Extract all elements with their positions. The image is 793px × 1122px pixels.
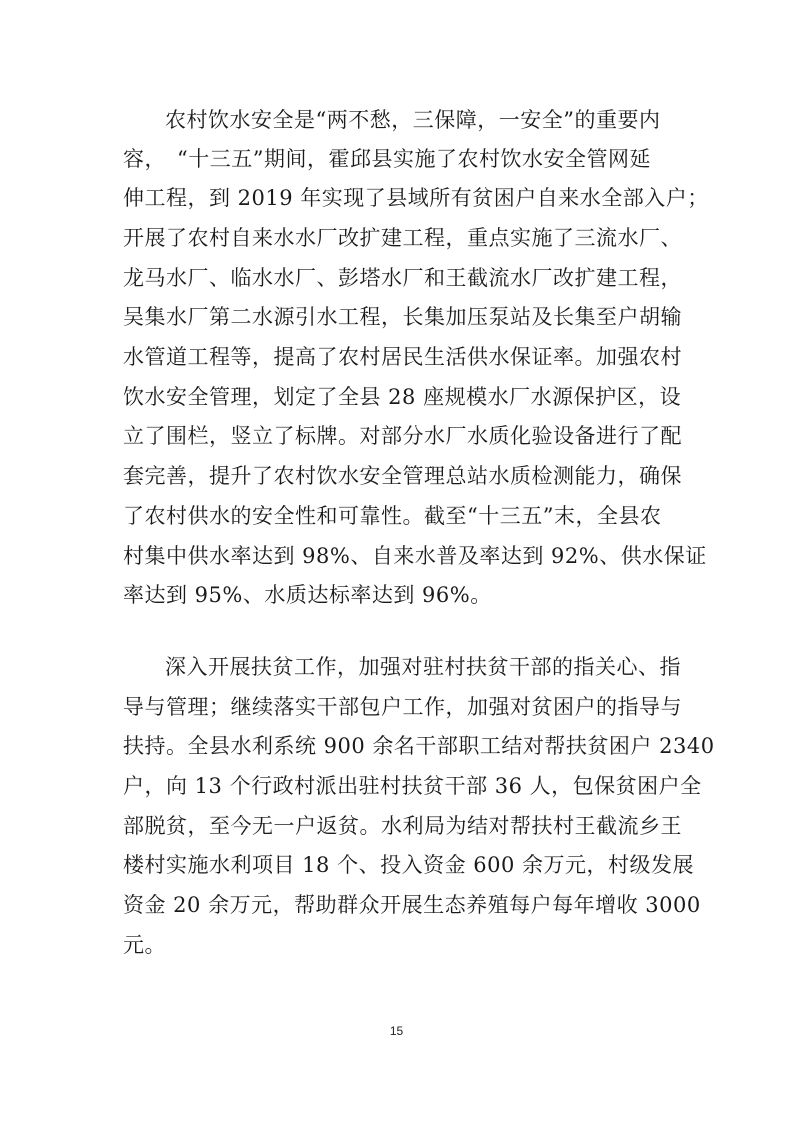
text-line: 导与管理；继续落实干部包户工作，加强对贫困户的指导与 bbox=[123, 695, 682, 719]
text-line: 容， “十三五”期间，霍邱县实施了农村饮水安全管网延 bbox=[123, 147, 651, 171]
text-line: 饮水安全管理，划定了全县 28 座规模水厂水源保护区，设 bbox=[123, 385, 682, 409]
text-line: 伸工程，到 2019 年实现了县域所有贫困户自来水全部入户； bbox=[123, 186, 709, 210]
page-number: 15 bbox=[389, 1024, 404, 1038]
text-line: 龙马水厂、临水水厂、彭塔水厂和王截流水厂改扩建工程， bbox=[123, 266, 682, 290]
text-line: 农村饮水安全是“两不愁，三保障，一安全”的重要内 bbox=[165, 108, 661, 132]
text-line: 楼村实施水利项目 18 个、投入资金 600 余万元，村级发展 bbox=[123, 853, 695, 877]
text-line: 吴集水厂第二水源引水工程，长集加压泵站及长集至户胡输 bbox=[123, 305, 682, 329]
text-line: 村集中供水率达到 98%、自来水普及率达到 92%、供水保证 bbox=[123, 544, 707, 568]
text-line: 了农村供水的安全性和可靠性。截至“十三五”末，全县农 bbox=[123, 504, 662, 528]
text-line: 套完善，提升了农村饮水安全管理总站水质检测能力，确保 bbox=[123, 464, 682, 488]
text-line: 立了围栏，竖立了标牌。对部分水厂水质化验设备进行了配 bbox=[123, 424, 682, 448]
text-line: 扶持。全县水利系统 900 余名干部职工结对帮扶贫困户 2340 bbox=[123, 734, 715, 758]
text-line: 资金 20 余万元，帮助群众开展生态养殖每户每年增收 3000 bbox=[123, 893, 701, 917]
text-line: 开展了农村自来水水厂改扩建工程，重点实施了三流水厂、 bbox=[123, 226, 682, 250]
text-line: 水管道工程等，提高了农村居民生活供水保证率。加强农村 bbox=[123, 345, 682, 369]
text-line: 深入开展扶贫工作，加强对驻村扶贫干部的指关心、指 bbox=[165, 655, 681, 679]
text-line: 户，向 13 个行政村派出驻村扶贫干部 36 人，包保贫困户全 bbox=[123, 774, 702, 798]
text-line: 元。 bbox=[123, 933, 166, 957]
text-line: 率达到 95%、水质达标率达到 96%。 bbox=[123, 583, 492, 607]
text-line: 部脱贫，至今无一户返贫。水利局为结对帮扶村王截流乡王 bbox=[123, 814, 682, 838]
